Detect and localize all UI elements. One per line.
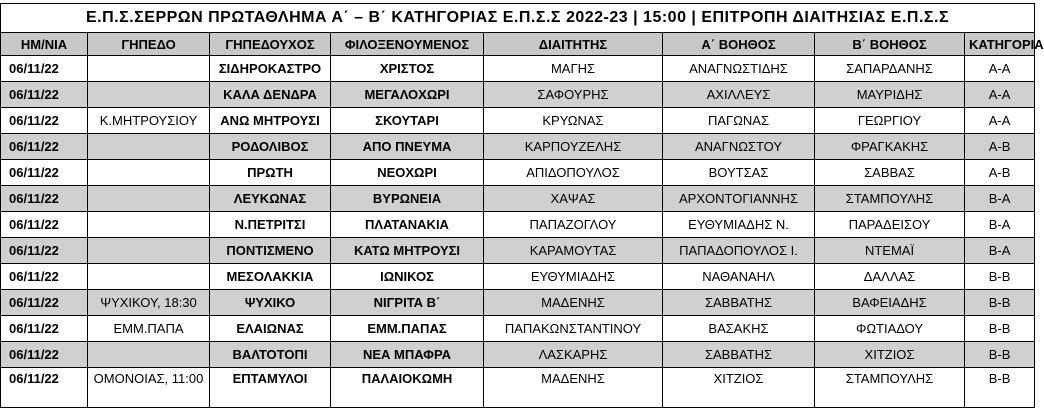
table-row (1, 212, 1035, 238)
home-team-cell: ΣΙΔΗΡΟΚΑΣΤΡΟ (210, 56, 331, 82)
home-team-cell: ΨΥΧΙΚΟ (210, 290, 331, 316)
schedule-table (0, 3, 1044, 408)
category-cell: Β-Β (965, 368, 1035, 408)
category-cell: Α-Α (965, 56, 1035, 82)
date-cell: 06/11/22 (1, 238, 88, 264)
assistant1-cell: ΝΑΘΑΝΑΗΛ (663, 264, 815, 290)
column-header-home: ΓΗΠΕΔΟΥΧΟΣ (210, 33, 331, 56)
assistant1-cell: ΕΥΘΥΜΙΑΔΗΣ Ν. (663, 212, 815, 238)
home-team-cell: ΡΟΔΟΛΙΒΟΣ (210, 134, 331, 160)
away-team-cell: ΚΑΤΩ ΜΗΤΡΟΥΣΙ (331, 238, 484, 264)
assistant2-cell: ΧΙΤΖΙΟΣ (815, 342, 965, 368)
column-header-referee: ΔΙΑΙΤΗΤΗΣ (484, 33, 663, 56)
venue-cell: ΨΥΧΙΚΟΥ, 18:30 (88, 290, 210, 316)
table-row (1, 238, 1035, 264)
date-cell: 06/11/22 (1, 342, 88, 368)
assistant1-cell: ΣΑΒΒΑΤΗΣ (663, 342, 815, 368)
assistant2-cell: ΓΕΩΡΓΙΟΥ (815, 108, 965, 134)
away-team-cell: ΝΙΓΡΙΤΑ Β΄ (331, 290, 484, 316)
venue-cell (88, 134, 210, 160)
home-team-cell: Ν.ΠΕΤΡΙΤΣΙ (210, 212, 331, 238)
table-row (1, 82, 1035, 108)
referee-cell: ΠΑΠΑΚΩΝΣΤΑΝΤΙΝΟΥ (484, 316, 663, 342)
venue-cell (88, 82, 210, 108)
venue-cell (88, 212, 210, 238)
table-row (1, 264, 1035, 290)
assistant2-cell: ΒΑΦΕΙΑΔΗΣ (815, 290, 965, 316)
table-row (1, 108, 1035, 134)
date-cell: 06/11/22 (1, 186, 88, 212)
table-row (1, 56, 1035, 82)
away-team-cell: ΕΜΜ.ΠΑΠΑΣ (331, 316, 484, 342)
referee-cell: ΧΑΨΑΣ (484, 186, 663, 212)
away-team-cell: ΝΕΑ ΜΠΑΦΡΑ (331, 342, 484, 368)
venue-cell: ΟΜΟΝΟΙΑΣ, 11:00 (88, 368, 210, 408)
table-row (1, 316, 1035, 342)
away-team-cell: ΜΕΓΑΛΟΧΩΡΙ (331, 82, 484, 108)
venue-cell (88, 342, 210, 368)
referee-cell: ΜΑΔΕΝΗΣ (484, 290, 663, 316)
away-team-cell: ΧΡΙΣΤΟΣ (331, 56, 484, 82)
venue-cell (88, 238, 210, 264)
assistant1-cell: ΒΟΥΤΣΑΣ (663, 160, 815, 186)
assistant2-cell: ΦΩΤΙΑΔΟΥ (815, 316, 965, 342)
column-header-date: ΗΜ/ΝΙΑ (1, 33, 88, 56)
column-header-venue: ΓΗΠΕΔΟ (88, 33, 210, 56)
assistant1-cell: ΧΙΤΖΙΟΣ (663, 368, 815, 408)
assistant2-cell: ΣΤΑΜΠΟΥΛΗΣ (815, 368, 965, 408)
assistant2-cell: ΔΑΛΛΑΣ (815, 264, 965, 290)
date-cell: 06/11/22 (1, 316, 88, 342)
referee-cell: ΚΑΡΑΜΟΥΤΑΣ (484, 238, 663, 264)
referee-cell: ΜΑΔΕΝΗΣ (484, 368, 663, 408)
away-team-cell: ΑΠΟ ΠΝΕΥΜΑ (331, 134, 484, 160)
home-team-cell: ΕΛΑΙΩΝΑΣ (210, 316, 331, 342)
date-cell: 06/11/22 (1, 82, 88, 108)
category-cell: Α-Α (965, 82, 1035, 108)
table-row (1, 342, 1035, 368)
home-team-cell: ΚΑΛΑ ΔΕΝΔΡΑ (210, 82, 331, 108)
home-team-cell: ΠΡΩΤΗ (210, 160, 331, 186)
assistant1-cell: ΑΧΙΛΛΕΥΣ (663, 82, 815, 108)
table-row (1, 134, 1035, 160)
assistant2-cell: ΝΤΕΜΑΪ (815, 238, 965, 264)
category-cell: Β-Β (965, 264, 1035, 290)
assistant1-cell: ΑΝΑΓΝΩΣΤΙΔΗΣ (663, 56, 815, 82)
venue-cell: ΕΜΜ.ΠΑΠΑ (88, 316, 210, 342)
date-cell: 06/11/22 (1, 56, 88, 82)
venue-cell (88, 160, 210, 186)
referee-cell: ΠΑΠΑΖΟΓΛΟΥ (484, 212, 663, 238)
category-cell: Β-Β (965, 342, 1035, 368)
venue-cell (88, 264, 210, 290)
home-team-cell: ΕΠΤΑΜΥΛΟΙ (210, 368, 331, 408)
page-title: Ε.Π.Σ.ΣΕΡΡΩΝ ΠΡΩΤΑΘΛΗΜΑ Α΄ – Β΄ ΚΑΤΗΓΟΡΙΑΣ Ε.Π.Σ.Σ 2022-23 | 15:00 | ΕΠΙΤΡΟΠΗ ΔΙΑΙΤΗΣΙΑΣ Ε.Π.Σ.Σ (1, 4, 1035, 33)
away-team-cell: ΒΥΡΩΝΕΙΑ (331, 186, 484, 212)
home-team-cell: ΜΕΣΟΛΑΚΚΙΑ (210, 264, 331, 290)
table-row (1, 368, 1035, 408)
away-team-cell: ΝΕΟΧΩΡΙ (331, 160, 484, 186)
referee-cell: ΚΡΥΩΝΑΣ (484, 108, 663, 134)
column-header-category: ΚΑΤΗΓΟΡΙΑ (965, 33, 1035, 56)
date-cell: 06/11/22 (1, 264, 88, 290)
assistant2-cell: ΣΑΠΑΡΔΑΝΗΣ (815, 56, 965, 82)
assistant1-cell: ΒΑΣΑΚΗΣ (663, 316, 815, 342)
category-cell: Β-Α (965, 186, 1035, 212)
referee-cell: ΑΠΙΔΟΠΟΥΛΟΣ (484, 160, 663, 186)
date-cell: 06/11/22 (1, 368, 88, 408)
away-team-cell: ΠΛΑΤΑΝΑΚΙΑ (331, 212, 484, 238)
category-cell: Β-Β (965, 316, 1035, 342)
assistant2-cell: ΦΡΑΓΚΑΚΗΣ (815, 134, 965, 160)
venue-cell (88, 186, 210, 212)
home-team-cell: ΠΟΝΤΙΣΜΕΝΟ (210, 238, 331, 264)
referee-cell: ΕΥΘΥΜΙΑΔΗΣ (484, 264, 663, 290)
assistant1-cell: ΑΝΑΓΝΩΣΤΟΥ (663, 134, 815, 160)
away-team-cell: ΠΑΛΑΙΟΚΩΜΗ (331, 368, 484, 408)
category-cell: Α-Β (965, 160, 1035, 186)
home-team-cell: ΑΝΩ ΜΗΤΡΟΥΣΙ (210, 108, 331, 134)
table-row (1, 160, 1035, 186)
category-cell: Β-Α (965, 238, 1035, 264)
column-header-assistant1: Α΄ ΒΟΗΘΟΣ (663, 33, 815, 56)
table-row (1, 290, 1035, 316)
category-cell: Α-Α (965, 108, 1035, 134)
category-cell: Β-Β (965, 290, 1035, 316)
assistant2-cell: ΠΑΡΑΔΕΙΣΟΥ (815, 212, 965, 238)
referee-cell: ΛΑΣΚΑΡΗΣ (484, 342, 663, 368)
table-row (1, 186, 1035, 212)
away-team-cell: ΣΚΟΥΤΑΡΙ (331, 108, 484, 134)
assistant2-cell: ΣΤΑΜΠΟΥΛΗΣ (815, 186, 965, 212)
column-header-assistant2: Β΄ ΒΟΗΘΟΣ (815, 33, 965, 56)
referee-cell: ΜΑΓΗΣ (484, 56, 663, 82)
category-cell: Α-Β (965, 134, 1035, 160)
date-cell: 06/11/22 (1, 134, 88, 160)
venue-cell: Κ.ΜΗΤΡΟΥΣΙΟΥ (88, 108, 210, 134)
referee-cell: ΚΑΡΠΟΥΖΕΛΗΣ (484, 134, 663, 160)
category-cell: Β-Α (965, 212, 1035, 238)
assistant1-cell: ΠΑΓΩΝΑΣ (663, 108, 815, 134)
date-cell: 06/11/22 (1, 212, 88, 238)
date-cell: 06/11/22 (1, 160, 88, 186)
column-header-away: ΦΙΛΟΞΕΝΟΥΜΕΝΟΣ (331, 33, 484, 56)
referee-cell: ΣΑΦΟΥΡΗΣ (484, 82, 663, 108)
header-row (1, 33, 1035, 56)
assistant1-cell: ΠΑΠΑΔΟΠΟΥΛΟΣ Ι. (663, 238, 815, 264)
venue-cell (88, 56, 210, 82)
assistant2-cell: ΣΑΒΒΑΣ (815, 160, 965, 186)
date-cell: 06/11/22 (1, 290, 88, 316)
assistant1-cell: ΑΡΧΟΝΤΟΓΙΑΝΝΗΣ (663, 186, 815, 212)
home-team-cell: ΒΑΛΤΟΤΟΠΙ (210, 342, 331, 368)
date-cell: 06/11/22 (1, 108, 88, 134)
assistant1-cell: ΣΑΒΒΑΤΗΣ (663, 290, 815, 316)
assistant2-cell: ΜΑΥΡΙΔΗΣ (815, 82, 965, 108)
home-team-cell: ΛΕΥΚΩΝΑΣ (210, 186, 331, 212)
away-team-cell: ΙΩΝΙΚΟΣ (331, 264, 484, 290)
